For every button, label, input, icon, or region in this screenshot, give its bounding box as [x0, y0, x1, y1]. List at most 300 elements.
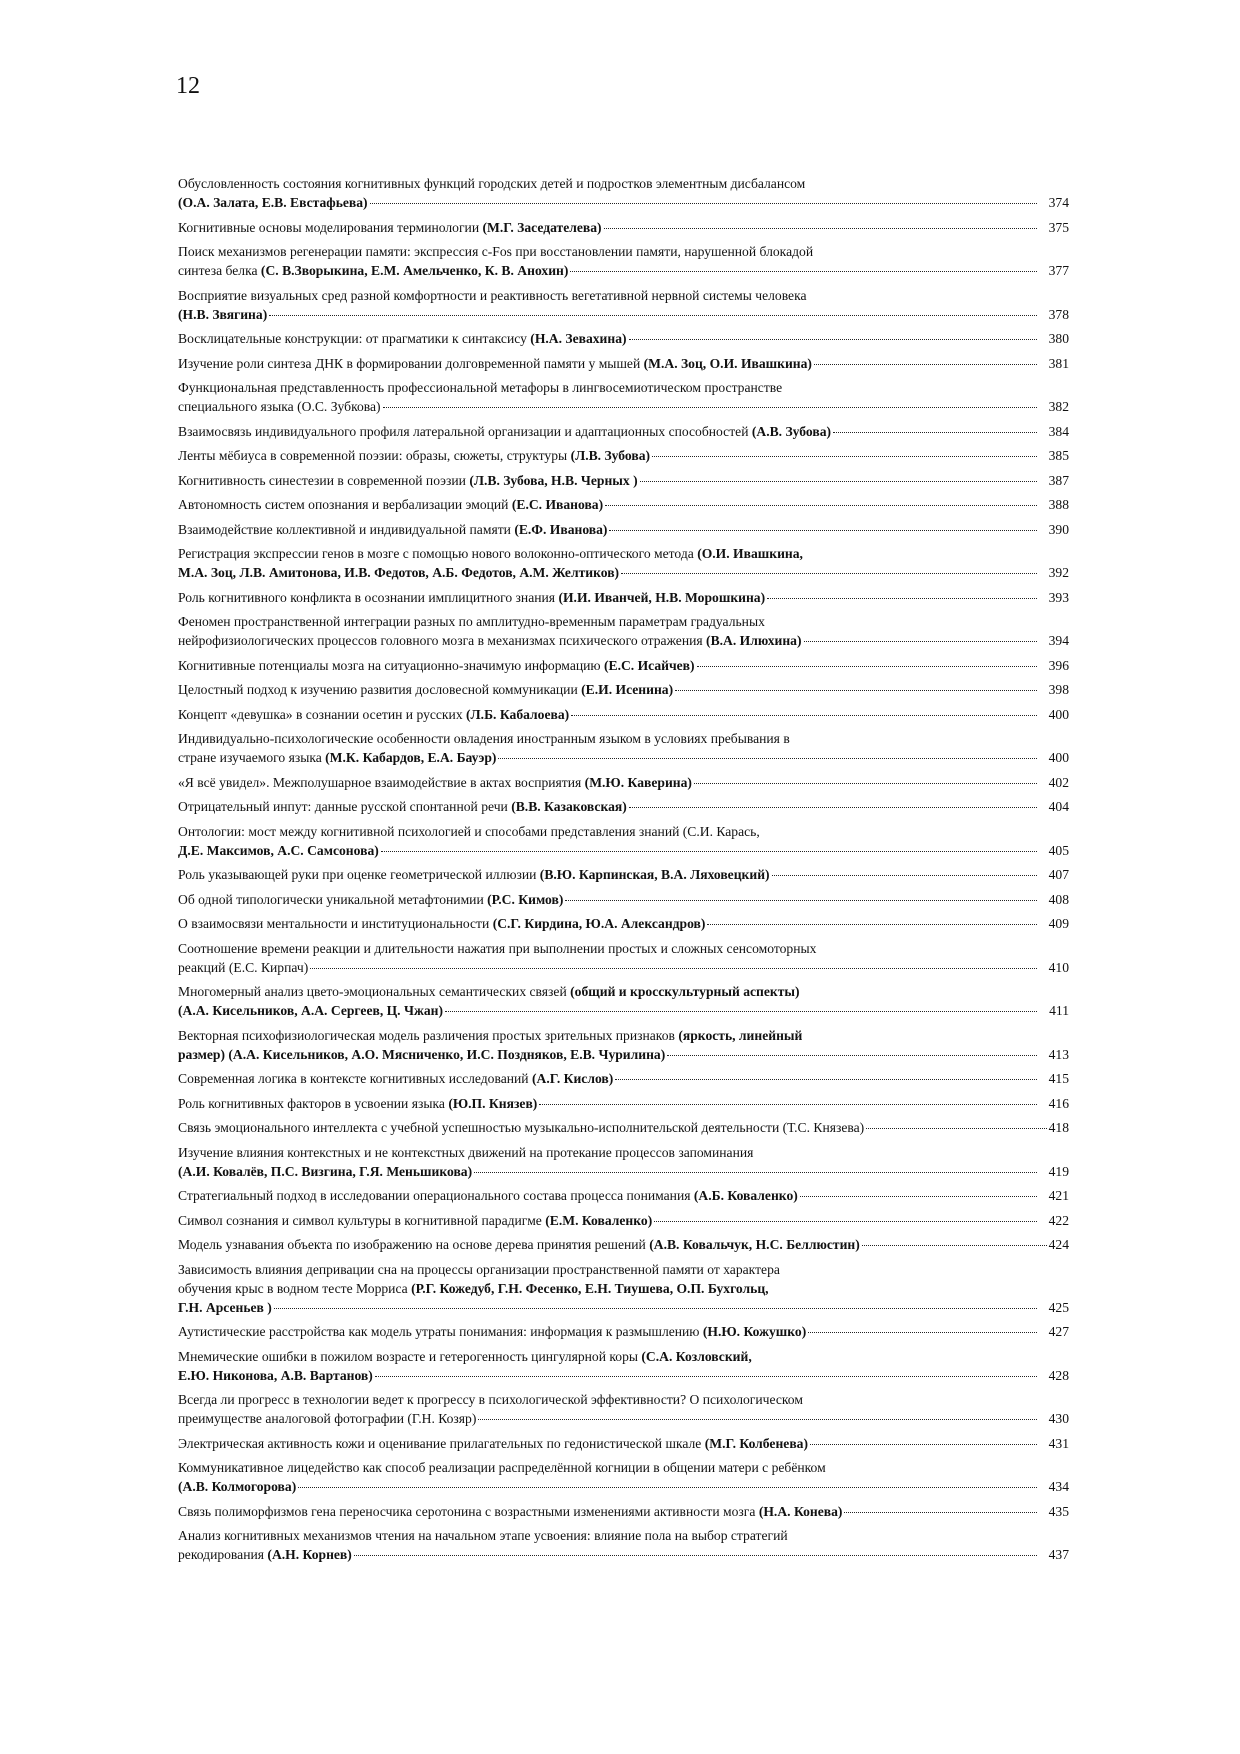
toc-entry[interactable] — [178, 1186, 1069, 1205]
toc-entry[interactable] — [178, 890, 1069, 909]
toc-entry-last-line — [178, 422, 1069, 441]
entry-title-text: Роль когнитивного конфликта в осознании имплицитного знания — [178, 589, 559, 605]
toc-entry-line — [178, 174, 1069, 193]
toc-entry-last-line — [178, 1001, 1069, 1020]
page-ref: 381 — [1048, 355, 1069, 371]
toc-entry-line — [178, 378, 1069, 397]
page-ref: 434 — [1048, 1479, 1069, 1494]
toc-entry[interactable] — [178, 797, 1069, 816]
entry-title-text: Коммуникативное лицедейство как способ реализации распределённой когниции в общении матери с ребёнком — [178, 1460, 826, 1475]
entry-authors-text: (Л.В. Зубова) — [570, 448, 651, 463]
entry-title-text: Функциональная представленность профессиональной метафоры в лингвосемиотическом пространстве — [178, 380, 783, 395]
toc-entry-last-line — [178, 841, 1069, 860]
toc-entry-line — [178, 286, 1069, 305]
page-ref: 409 — [1048, 916, 1069, 931]
entry-authors-text: (Ю.П. Князев) — [448, 1095, 538, 1111]
entry-title-text: специального языка (О.С. Зубкова) — [178, 399, 381, 414]
entry-authors-text: (М.А. Зоц, О.И. Ивашкина) — [643, 355, 812, 371]
dot-leader — [866, 1128, 1046, 1129]
toc-entry-last-line — [178, 354, 1069, 373]
toc-entry[interactable] — [178, 729, 1069, 767]
dot-leader — [652, 456, 1037, 457]
entry-title-text: Электрическая активность кожи и оценивание прилагательных по гедонистической шкале — [178, 1435, 705, 1451]
toc-entry-text — [178, 1409, 476, 1428]
toc-entry[interactable] — [178, 1390, 1069, 1428]
entry-title-text: рекодирования — [178, 1547, 268, 1562]
dot-leader — [814, 364, 1037, 365]
page-ref: 402 — [1048, 774, 1069, 790]
page-ref: 385 — [1048, 448, 1069, 463]
entry-authors-text: (А.И. Ковалёв, П.С. Визгина, Г.Я. Меньшикова) — [178, 1163, 473, 1179]
toc-entry[interactable] — [178, 354, 1069, 373]
dot-leader — [571, 715, 1037, 716]
toc-entry-line — [178, 1026, 1069, 1045]
toc-entry-text — [178, 354, 812, 373]
toc-entry-line — [178, 822, 1069, 841]
dot-leader — [370, 203, 1037, 204]
entry-authors-text: (В.В. Казаковская) — [511, 799, 627, 814]
page-ref: 411 — [1049, 1003, 1069, 1018]
page-ref: 378 — [1048, 306, 1069, 322]
dot-leader — [605, 505, 1037, 506]
toc-entry[interactable] — [178, 1235, 1069, 1254]
dot-leader — [667, 1055, 1037, 1056]
entry-title-text: реакций (Е.С. Кирпач) — [178, 959, 309, 975]
toc-entry-last-line — [178, 588, 1069, 607]
entry-title-text: Взаимодействие коллективной и индивидуальной памяти — [178, 521, 515, 537]
entry-authors-text: (М.Г. Заседателева) — [482, 219, 602, 235]
toc-entry-last-line — [178, 705, 1069, 724]
entry-title-text: преимуществе аналоговой фотографии (Г.Н. Козяр) — [178, 1411, 477, 1426]
page-number: 12 — [176, 73, 200, 99]
entry-authors-text: (Е.С. Иванова) — [511, 497, 604, 512]
toc-entry[interactable] — [178, 1118, 1069, 1137]
entry-title-text: обучения крыс в водном тесте Морриса — [178, 1280, 412, 1296]
toc-entry-text — [178, 1118, 864, 1137]
dot-leader — [274, 1308, 1037, 1309]
entry-title-text: Когнитивность синестезии в современной поэзии — [178, 472, 470, 488]
dot-leader — [445, 1011, 1037, 1012]
toc-entry[interactable] — [178, 174, 1069, 212]
entry-title-text: Модель узнавания объекта по изображению на основе дерева принятия решений — [178, 1237, 650, 1252]
toc-entry-text — [178, 588, 765, 607]
toc-entry-last-line — [178, 329, 1069, 348]
toc-entry[interactable] — [178, 1260, 1069, 1317]
toc-entry[interactable] — [178, 1322, 1069, 1341]
toc-entry-last-line — [178, 1094, 1069, 1113]
toc-entry-text — [178, 422, 831, 441]
dot-leader — [474, 1172, 1037, 1173]
toc-entry-text — [178, 1502, 842, 1521]
toc-entry-last-line — [178, 1477, 1069, 1496]
entry-authors-text: размер) (А.А. Кисельников, А.О. Мясниченко, И.С. Поздняков, Е.В. Чурилина) — [178, 1046, 666, 1062]
entry-authors-text: (Н.В. Звягина) — [178, 306, 268, 322]
dot-leader — [640, 481, 1037, 482]
entry-title-text: Когнитивные основы моделирования терминологии — [178, 219, 483, 235]
toc-entry-last-line — [178, 680, 1069, 699]
toc-entry-last-line — [178, 1045, 1069, 1064]
toc-entry-line — [178, 729, 1069, 748]
toc-entry-text — [178, 1477, 296, 1496]
toc-entry-last-line — [178, 1434, 1069, 1453]
toc-entry-text — [178, 1186, 798, 1205]
toc-entry[interactable] — [178, 1069, 1069, 1088]
dot-leader — [621, 573, 1037, 574]
toc-entry[interactable] — [178, 218, 1069, 237]
toc-entry[interactable] — [178, 1458, 1069, 1496]
entry-title-text: Поиск механизмов регенерации памяти: экспрессия c-Fos при восстановлении памяти, нарушенной блокадой — [178, 244, 814, 259]
dot-leader — [844, 1512, 1037, 1513]
dot-leader — [654, 1221, 1037, 1222]
dot-leader — [707, 924, 1037, 925]
entry-title-text: Феномен пространственной интеграции разных по амплитудно-временным параметрам градуальных — [178, 614, 765, 629]
toc-entry-last-line — [178, 520, 1069, 539]
entry-authors-text: (О.И. Ивашкина, — [697, 546, 803, 561]
toc-entry[interactable] — [178, 446, 1069, 465]
page-ref: 382 — [1048, 399, 1069, 414]
page-ref: 390 — [1048, 521, 1069, 537]
page-ref: 392 — [1048, 565, 1069, 580]
entry-authors-text: (Н.А. Зевахина) — [530, 331, 627, 346]
entry-authors-text: (М.Г. Колбенева) — [704, 1435, 808, 1451]
toc-entry[interactable] — [178, 422, 1069, 441]
entry-authors-text: (Е.С. Исайчев) — [603, 657, 695, 673]
toc-entry-text — [178, 1069, 613, 1088]
toc-entry-text — [178, 1235, 860, 1254]
page-ref: 419 — [1048, 1163, 1069, 1179]
toc-entry-last-line — [178, 748, 1069, 767]
toc-entry-last-line — [178, 446, 1069, 465]
toc-entry-text — [178, 797, 627, 816]
toc-entry[interactable] — [178, 865, 1069, 884]
entry-authors-text: Г.Н. Арсеньев ) — [178, 1299, 272, 1315]
dot-leader — [833, 432, 1037, 433]
page-ref: 428 — [1048, 1367, 1069, 1383]
page-ref: 404 — [1048, 799, 1069, 814]
entry-title-text: Изучение роли синтеза ДНК в формировании долговременной памяти у мышей — [178, 355, 644, 371]
dot-leader — [615, 1079, 1037, 1080]
entry-authors-text: (яркость, линейный — [678, 1027, 803, 1043]
toc-entry-text — [178, 1211, 652, 1230]
toc-entry-last-line — [178, 865, 1069, 884]
toc-entry-last-line — [178, 218, 1069, 237]
entry-authors-text: (Е.И. Исенина) — [581, 682, 674, 697]
toc-entry[interactable] — [178, 495, 1069, 514]
page-ref: 425 — [1048, 1299, 1069, 1315]
entry-title-text: Индивидуально-психологические особенности овладения иностранным языком в условиях пребывания в — [178, 731, 790, 746]
entry-title-text: Об одной типологически уникальной метафтонимии — [178, 891, 488, 907]
entry-title-text: Символ сознания и символ культуры в когнитивной парадигме — [178, 1212, 546, 1228]
toc-entry-text — [178, 193, 368, 212]
toc-entry[interactable] — [178, 656, 1069, 675]
entry-authors-text: (В.Ю. Карпинская, В.А. Ляховецкий) — [539, 867, 770, 882]
page-ref: 424 — [1048, 1237, 1069, 1252]
dot-leader — [800, 1196, 1037, 1197]
page-ref: 416 — [1048, 1095, 1069, 1111]
toc-entry[interactable] — [178, 329, 1069, 348]
toc-entry-line — [178, 544, 1069, 563]
dot-leader — [298, 1487, 1037, 1488]
toc-entry-last-line — [178, 1118, 1069, 1137]
toc-entry-line — [178, 242, 1069, 261]
dot-leader — [375, 1376, 1037, 1377]
toc-entry[interactable] — [178, 378, 1069, 416]
entry-title-text: Стратегиальный подход в исследовании операционального состава процесса понимания — [178, 1188, 694, 1203]
toc-entry-line — [178, 939, 1069, 958]
entry-title-text: О взаимосвязи ментальности и институциональности — [178, 916, 493, 931]
toc-entry[interactable] — [178, 939, 1069, 977]
entry-title-text: Соотношение времени реакции и длительности нажатия при выполнении простых и сложных сенсомоторных — [178, 940, 817, 956]
entry-authors-text: (С. В.Зворыкина, Е.М. Амельченко, К. В. Анохин) — [260, 263, 569, 278]
toc-entry[interactable] — [178, 612, 1069, 650]
page-ref: 394 — [1048, 633, 1069, 648]
page-ref: 375 — [1048, 219, 1069, 235]
page-ref: 415 — [1048, 1071, 1069, 1086]
entry-title-text: Векторная психофизиологическая модель различения простых зрительных признаков — [178, 1027, 679, 1043]
toc-entry[interactable] — [178, 471, 1069, 490]
entry-title-text: Концепт «девушка» в сознании осетин и русских — [178, 706, 467, 722]
toc-entry-last-line — [178, 193, 1069, 212]
toc-entry-last-line — [178, 1502, 1069, 1521]
entry-title-text: Современная логика в контексте когнитивных исследований — [178, 1071, 532, 1086]
entry-title-text: Восприятие визуальных сред разной комфортности и реактивность вегетативной нервной системы человека — [178, 287, 807, 303]
toc-entry[interactable] — [178, 588, 1069, 607]
entry-title-text: Обусловленность состояния когнитивных функций городских детей и подростков элементным дисбалансом — [178, 176, 806, 191]
toc-entry-last-line — [178, 1069, 1069, 1088]
toc-entry[interactable] — [178, 286, 1069, 324]
entry-authors-text: (Л.Б. Кабалоева) — [466, 706, 570, 722]
page-ref: 422 — [1048, 1212, 1069, 1228]
entry-title-text: Связь эмоционального интеллекта с учебной успешностью музыкально-исполнительской деятельности (Т.С. Князева) — [178, 1120, 865, 1135]
entry-authors-text: (общий и кросскультурный аспекты) — [570, 984, 800, 999]
dot-leader — [810, 1444, 1037, 1445]
page-ref: 407 — [1048, 867, 1069, 882]
entry-title-text: Всегда ли прогресс в технологии ведет к прогрессу в психологической эффективности? О психологическом — [178, 1392, 803, 1407]
entry-authors-text: (А.В. Колмогорова) — [178, 1479, 297, 1494]
page-ref: 400 — [1048, 750, 1069, 765]
entry-authors-text: (А.Г. Кислов) — [531, 1071, 614, 1086]
entry-authors-text: (А.Б. Коваленко) — [693, 1188, 798, 1203]
toc-entry-text — [178, 1094, 537, 1113]
toc-entry[interactable] — [178, 520, 1069, 539]
entry-title-text: «Я всё увидел». Межполушарное взаимодействие в актах восприятия — [178, 774, 585, 790]
dot-leader — [609, 530, 1037, 531]
entry-title-text: Многомерный анализ цвето-эмоциональных семантических связей — [178, 984, 571, 999]
toc-entry-last-line — [178, 1235, 1069, 1254]
toc-entry-last-line — [178, 1409, 1069, 1428]
toc-entry-line — [178, 1279, 1069, 1298]
entry-title-text: Изучение влияния контекстных и не контекстных движений на протекание процессов запоминания — [178, 1144, 754, 1160]
dot-leader — [354, 1555, 1037, 1556]
entry-title-text: Восклицательные конструкции: от прагматики к синтаксису — [178, 331, 531, 346]
toc-entry[interactable] — [178, 1026, 1069, 1064]
toc-entry[interactable] — [178, 1526, 1069, 1564]
toc-entry-text — [178, 446, 650, 465]
page-ref: 408 — [1048, 891, 1069, 907]
toc-entry-text — [178, 261, 568, 280]
entry-title-text: Отрицательный инпут: данные русской спонтанной речи — [178, 799, 512, 814]
dot-leader — [862, 1245, 1047, 1246]
toc-entry[interactable] — [178, 822, 1069, 860]
toc-entry[interactable] — [178, 773, 1069, 792]
entry-authors-text: (Р.С. Кимов) — [487, 891, 564, 907]
toc-entry-line — [178, 1526, 1069, 1545]
toc-entry-text — [178, 773, 692, 792]
entry-authors-text: (А.А. Кисельников, А.А. Сергеев, Ц. Чжан) — [178, 1003, 443, 1018]
page-ref: 384 — [1048, 423, 1069, 439]
page-ref: 437 — [1048, 1547, 1069, 1562]
toc-entry-text — [178, 958, 308, 977]
entry-title-text: синтеза белка — [178, 263, 261, 278]
entry-title-text: Связь полиморфизмов гена переносчика серотонина с возрастными изменениями активности мозга — [178, 1503, 759, 1519]
toc-entry[interactable] — [178, 1143, 1069, 1181]
toc-entry-line — [178, 982, 1069, 1001]
entry-title-text: Целостный подход к изучению развития дословесной коммуникации — [178, 682, 582, 697]
page-ref: 400 — [1048, 706, 1069, 722]
entry-title-text: Анализ когнитивных механизмов чтения на начальном этапе усвоения: влияние пола на выбор стратегий — [178, 1528, 788, 1543]
dot-leader — [675, 690, 1037, 691]
toc-entry-last-line — [178, 1298, 1069, 1317]
entry-authors-text: Д.Е. Максимов, А.С. Самсонова) — [178, 842, 379, 858]
page-ref: 430 — [1048, 1411, 1069, 1426]
entry-authors-text: М.А. Зоц, Л.В. Амитонова, И.В. Федотов, А.Б. Федотов, А.М. Желтиков) — [178, 565, 620, 580]
toc-entry-line — [178, 1143, 1069, 1162]
toc-entry-last-line — [178, 495, 1069, 514]
toc-entry[interactable] — [178, 1211, 1069, 1230]
toc-entry-last-line — [178, 797, 1069, 816]
toc-entry-text — [178, 563, 619, 582]
entry-authors-text: (Н.А. Конева) — [758, 1503, 843, 1519]
entry-authors-text: (М.Ю. Каверина) — [584, 774, 692, 790]
toc-entry-last-line — [178, 1186, 1069, 1205]
toc-entry-last-line — [178, 471, 1069, 490]
toc-entry-text — [178, 680, 673, 699]
toc-entry-last-line — [178, 305, 1069, 324]
dot-leader — [269, 315, 1037, 316]
entry-title-text: Роль когнитивных факторов в усвоении языка — [178, 1095, 449, 1111]
entry-authors-text: (А.В. Зубова) — [751, 423, 832, 439]
page-ref: 405 — [1048, 842, 1069, 858]
toc-entry[interactable] — [178, 680, 1069, 699]
toc-entry-text — [178, 520, 607, 539]
toc-entry-last-line — [178, 1366, 1069, 1385]
toc-entry-last-line — [178, 397, 1069, 416]
toc-entry-last-line — [178, 890, 1069, 909]
toc-entry-line — [178, 1347, 1069, 1366]
toc-entry-line — [178, 1390, 1069, 1409]
toc-entry[interactable] — [178, 1434, 1069, 1453]
page-ref: 388 — [1048, 497, 1069, 512]
toc-entry-text — [178, 329, 627, 348]
entry-authors-text: (О.А. Залата, Е.В. Евстафьева) — [178, 195, 368, 210]
page-ref: 431 — [1048, 1435, 1069, 1451]
entry-title-text: Роль указывающей руки при оценке геометрической иллюзии — [178, 867, 540, 882]
toc-entry-text — [178, 631, 802, 650]
entry-title-text: стране изучаемого языка — [178, 750, 326, 765]
entry-authors-text: (Е.М. Коваленко) — [545, 1212, 653, 1228]
entry-title-text: Мнемические ошибки в пожилом возрасте и гетерогенность цингулярной коры — [178, 1348, 642, 1364]
toc-entry-last-line — [178, 656, 1069, 675]
entry-authors-text: (Е.Ф. Иванова) — [514, 521, 608, 537]
page-ref: 398 — [1048, 682, 1069, 697]
dot-leader — [804, 641, 1038, 642]
toc-entry-line — [178, 1260, 1069, 1279]
toc-entry[interactable] — [178, 705, 1069, 724]
entry-authors-text: (С.Г. Кирдина, Ю.А. Александров) — [492, 916, 706, 931]
dot-leader — [604, 228, 1037, 229]
toc-entry[interactable] — [178, 1094, 1069, 1113]
toc-entry-line — [178, 1458, 1069, 1477]
toc-entry-last-line — [178, 261, 1069, 280]
page-ref: 435 — [1048, 1503, 1069, 1519]
toc-entry-text — [178, 1298, 272, 1317]
entry-authors-text: Е.Ю. Никонова, А.В. Вартанов) — [178, 1367, 373, 1383]
entry-authors-text: (Л.В. Зубова, Н.В. Черных ) — [469, 472, 638, 488]
entry-title-text: нейрофизиологических процессов головного мозга в механизмах психического отражения — [178, 633, 707, 648]
toc-entry[interactable] — [178, 544, 1069, 582]
toc-entry-text — [178, 890, 563, 909]
entry-title-text: Когнитивные потенциалы мозга на ситуационно-значимую информацию — [178, 657, 604, 673]
toc-entry-last-line — [178, 1162, 1069, 1181]
dot-leader — [565, 900, 1037, 901]
entry-authors-text: (И.И. Иванчей, Н.В. Морошкина) — [558, 589, 766, 605]
entry-title-text: Ленты мёбиуса в современной поэзии: образы, сюжеты, структуры — [178, 448, 571, 463]
entry-title-text: Зависимость влияния депривации сна на процессы организации пространственной памяти от характера — [178, 1261, 780, 1277]
toc-entry-text — [178, 1434, 808, 1453]
toc-entry[interactable] — [178, 242, 1069, 280]
page-ref: 413 — [1048, 1046, 1069, 1062]
toc-entry-text — [178, 1162, 472, 1181]
dot-leader — [478, 1419, 1037, 1420]
page-ref: 396 — [1048, 657, 1069, 673]
entry-authors-text: (А.В. Ковальчук, Н.С. Беллюстин) — [649, 1237, 860, 1252]
entry-authors-text: (Р.Г. Кожедуб, Г.Н. Фесенко, Е.Н. Тиушева, О.П. Бухгольц, — [411, 1280, 769, 1296]
toc-entry-text — [178, 397, 381, 416]
toc-entry-line — [178, 612, 1069, 631]
toc-entry-last-line — [178, 773, 1069, 792]
toc-entry[interactable] — [178, 1502, 1069, 1521]
page-ref: 380 — [1048, 331, 1069, 346]
toc-entry-text — [178, 656, 695, 675]
entry-authors-text: (В.А. Илюхина) — [706, 633, 802, 648]
dot-leader — [694, 783, 1037, 784]
toc-entry[interactable] — [178, 914, 1069, 933]
entry-title-text: Взаимосвязь индивидуального профиля латеральной организации и адаптационных способностей — [178, 423, 752, 439]
page-ref: 427 — [1048, 1324, 1069, 1339]
toc-entry-last-line — [178, 631, 1069, 650]
page-ref: 387 — [1048, 472, 1069, 488]
toc-entry[interactable] — [178, 982, 1069, 1020]
toc-entry-text — [178, 1322, 806, 1341]
dot-leader — [498, 758, 1037, 759]
dot-leader — [383, 407, 1037, 408]
dot-leader — [808, 1332, 1037, 1333]
entry-authors-text: (М.К. Кабардов, Е.А. Бауэр) — [325, 750, 497, 765]
entry-title-text: Аутистические расстройства как модель утраты понимания: информация к размышлению — [178, 1324, 703, 1339]
toc-entry-text — [178, 1366, 373, 1385]
table-of-contents — [178, 174, 1069, 1570]
toc-entry[interactable] — [178, 1347, 1069, 1385]
dot-leader — [629, 339, 1037, 340]
toc-entry-text — [178, 1045, 665, 1064]
toc-entry-last-line — [178, 1322, 1069, 1341]
dot-leader — [310, 968, 1037, 969]
toc-entry-text — [178, 865, 770, 884]
toc-entry-text — [178, 748, 496, 767]
entry-authors-text: (Н.Ю. Кожушко) — [702, 1324, 807, 1339]
toc-entry-last-line — [178, 914, 1069, 933]
page-ref: 377 — [1048, 263, 1069, 278]
